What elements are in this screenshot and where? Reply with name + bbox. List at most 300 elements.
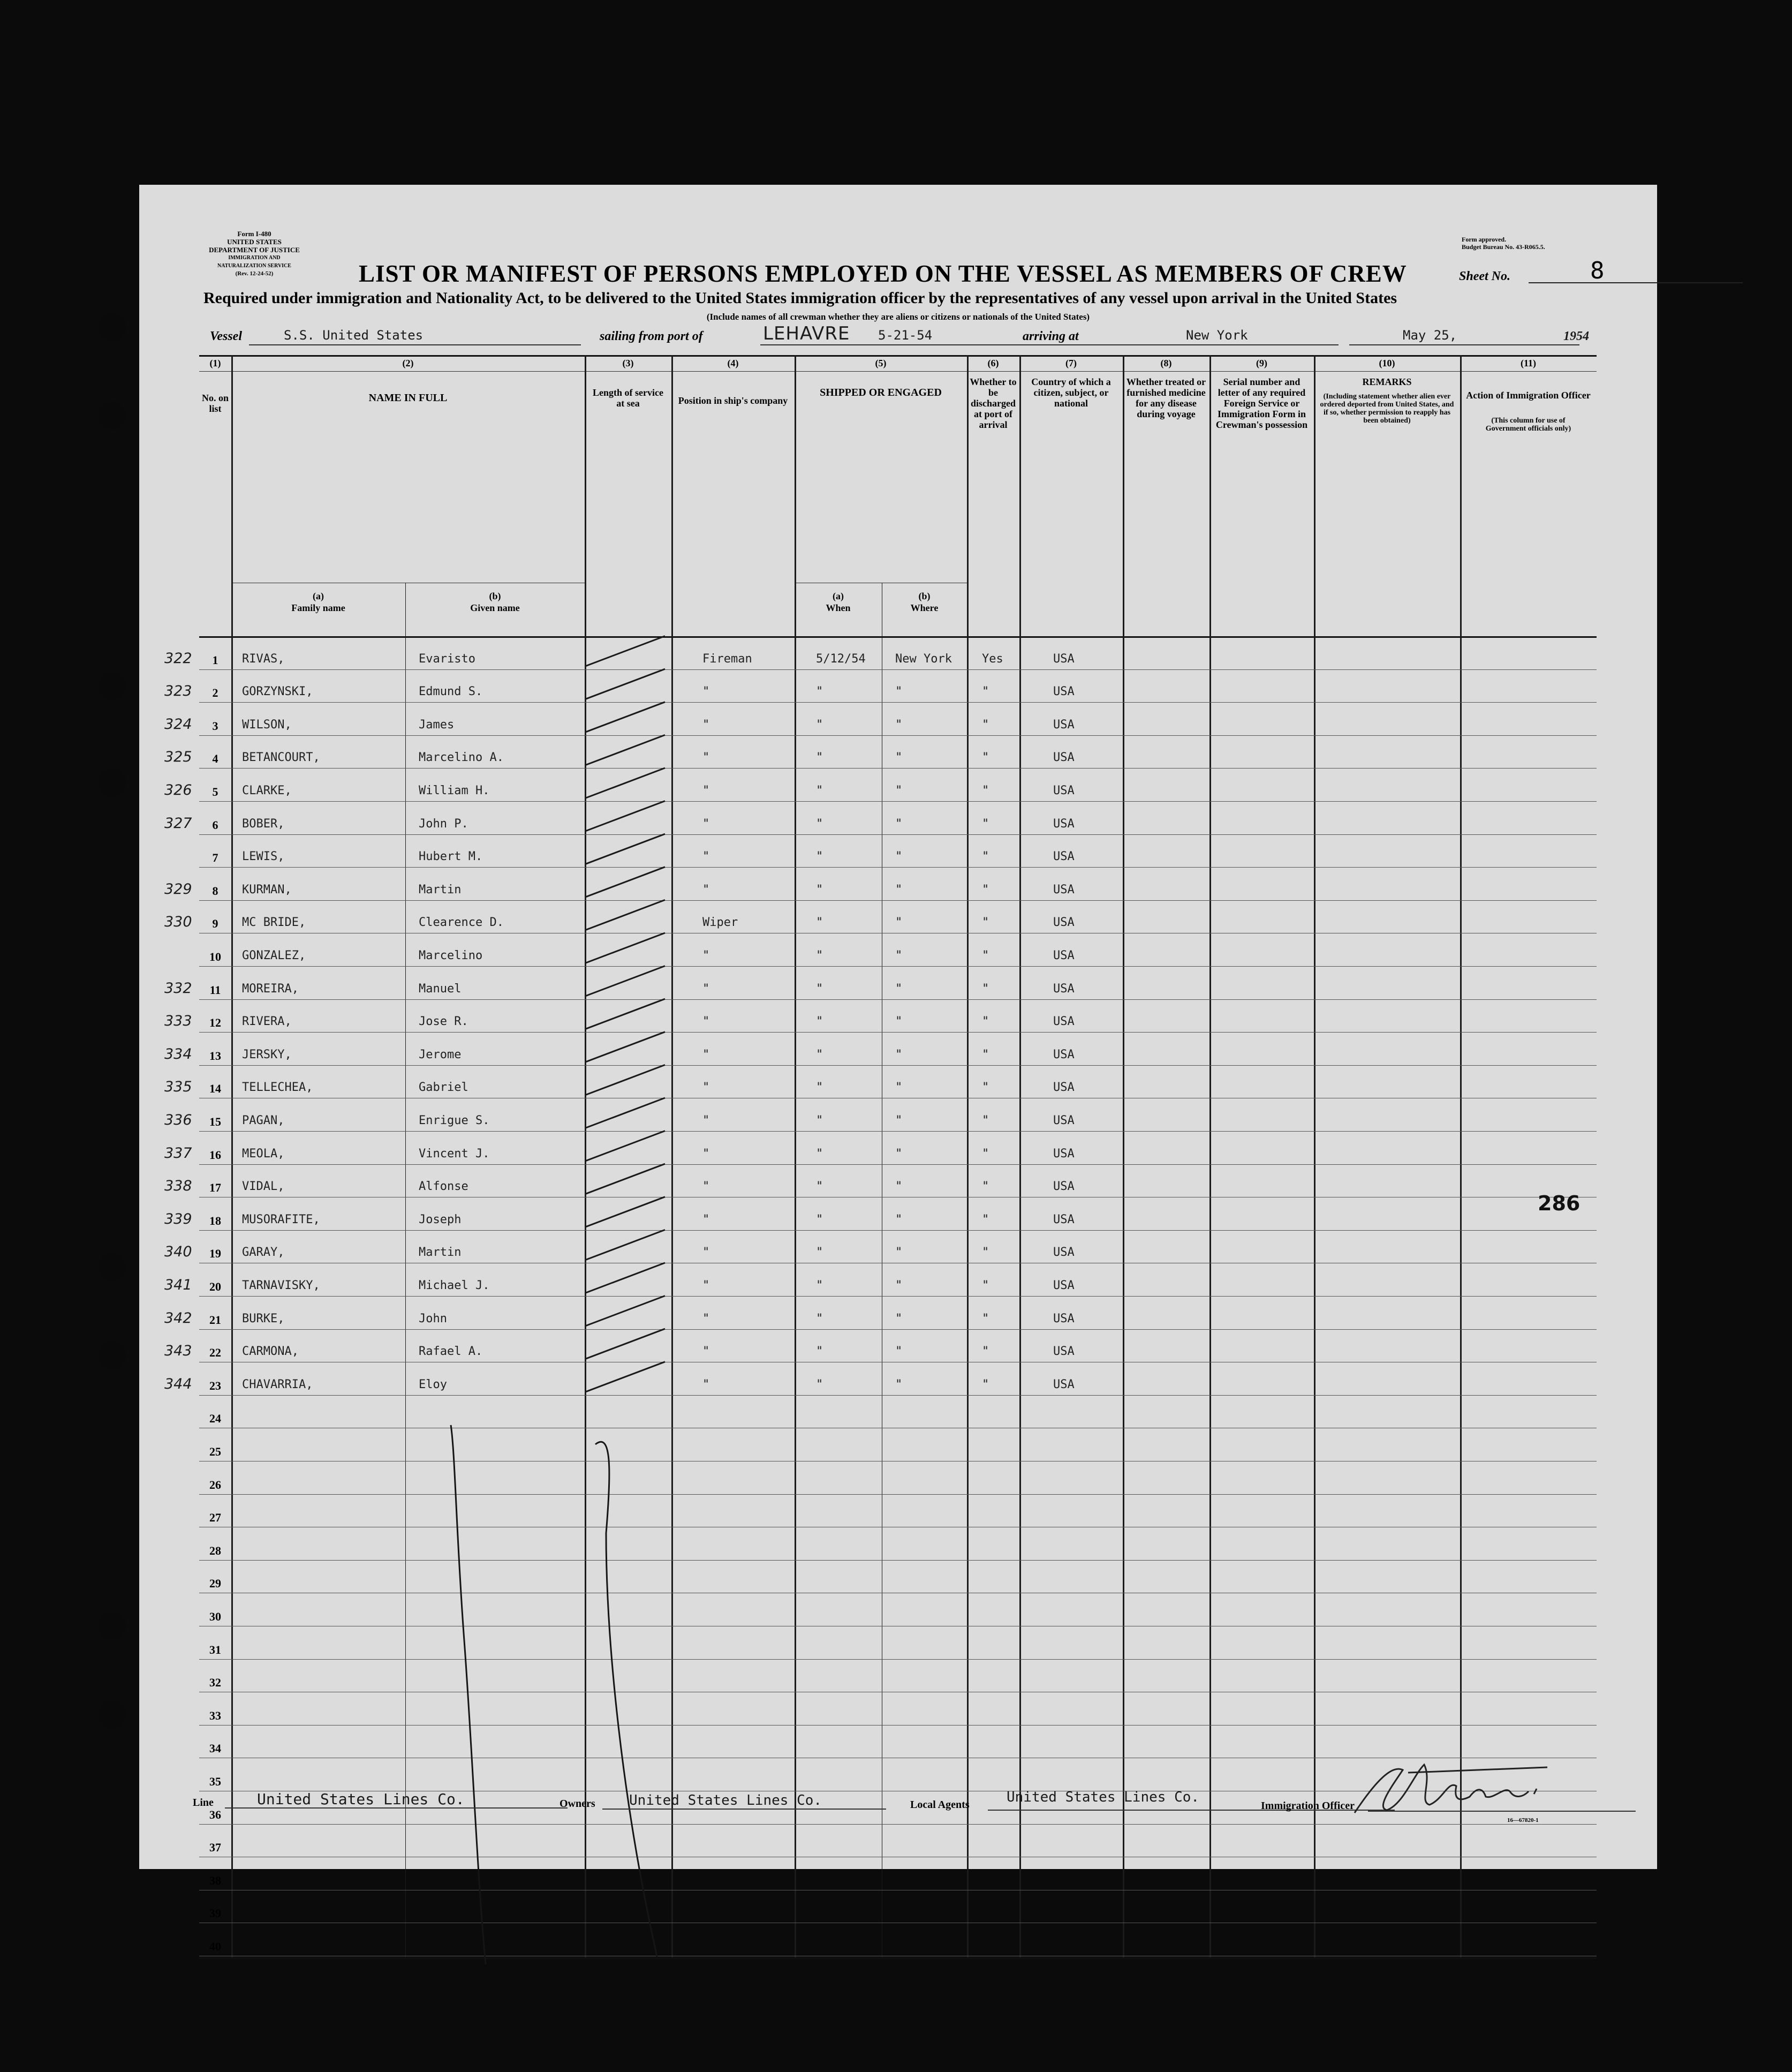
cell-family: KURMAN, xyxy=(242,883,292,896)
stamp-number: 286 xyxy=(1538,1192,1581,1215)
cell-where: " xyxy=(895,1312,903,1325)
col5-title: SHIPPED OR ENGAGED xyxy=(820,387,942,398)
manifest-sheet xyxy=(139,185,1657,1953)
arriving-port: New York xyxy=(1186,328,1248,343)
sequence-number: 329 xyxy=(164,880,192,898)
cell-when: " xyxy=(816,1147,823,1161)
port-label: sailing from port of xyxy=(600,329,703,343)
cell-discharge: " xyxy=(982,1312,989,1325)
cell-discharge: " xyxy=(982,751,989,765)
cell-position: " xyxy=(702,784,710,797)
col5b-number: (b) xyxy=(918,591,931,601)
cell-discharge: " xyxy=(982,784,989,797)
cell-country: USA xyxy=(1053,916,1075,930)
cancel-line xyxy=(451,1425,486,1964)
cell-when: " xyxy=(816,1345,823,1359)
cell-discharge: " xyxy=(982,817,989,831)
cell-given: John xyxy=(419,1312,447,1325)
cell-country: USA xyxy=(1053,784,1075,797)
cell-where: " xyxy=(895,949,903,962)
cell-position: " xyxy=(702,1114,710,1127)
port-underline xyxy=(760,344,1103,345)
sequence-number: 326 xyxy=(164,782,192,798)
cell-when: " xyxy=(816,751,823,765)
sheet-number: 8 xyxy=(1590,257,1605,284)
cell-position: " xyxy=(702,685,710,699)
cell-when: " xyxy=(816,1015,823,1029)
cell-where: " xyxy=(895,1212,903,1226)
officer-signature xyxy=(1344,1749,1553,1824)
cell-where: " xyxy=(895,1048,903,1061)
row-number: 4 xyxy=(212,752,218,766)
row-number: 34 xyxy=(209,1742,221,1755)
row-number: 3 xyxy=(212,719,218,733)
cell-family: GORZYNSKI, xyxy=(242,685,313,699)
row-number: 39 xyxy=(209,1907,221,1920)
cell-country: USA xyxy=(1053,751,1075,765)
col9-title: Serial number and letter of any required Foreign Service or Immigration Form in Crewman's possession xyxy=(1215,376,1308,430)
cell-where: " xyxy=(895,883,903,896)
cell-when: " xyxy=(816,817,823,831)
sequence-number: 333 xyxy=(164,1013,192,1030)
sequence-number: 330 xyxy=(164,914,192,931)
cell-country: USA xyxy=(1053,1312,1075,1325)
cell-where: " xyxy=(895,718,903,732)
cell-where: " xyxy=(895,850,903,864)
cell-where: " xyxy=(895,1114,903,1127)
col2a-number: (a) xyxy=(313,591,324,601)
cell-family: TARNAVISKY, xyxy=(242,1279,320,1292)
sequence-number: 327 xyxy=(164,815,192,832)
cell-given: Jose R. xyxy=(419,1015,468,1029)
cell-family: TELLECHEA, xyxy=(242,1081,313,1095)
binder-hole xyxy=(98,1342,126,1369)
cell-given: Alfonse xyxy=(419,1180,468,1194)
cell-discharge: " xyxy=(982,883,989,896)
col10-title: REMARKS xyxy=(1362,376,1412,387)
cell-given: Martin xyxy=(419,883,462,896)
row-number: 17 xyxy=(209,1181,221,1195)
cell-given: Enrigue S. xyxy=(419,1114,490,1127)
cell-where: " xyxy=(895,817,903,831)
cell-when: " xyxy=(816,1312,823,1325)
row-number: 8 xyxy=(212,884,218,898)
cell-discharge: " xyxy=(982,1279,989,1292)
cell-where: " xyxy=(895,784,903,797)
col8-title: Whether treated or furnished medicine for any disease during voyage xyxy=(1126,376,1206,419)
binder-hole xyxy=(98,672,126,700)
row-number: 7 xyxy=(212,851,218,865)
cell-given: Edmund S. xyxy=(419,685,483,699)
sequence-number: 332 xyxy=(164,980,192,997)
row-number: 9 xyxy=(212,917,218,931)
col5a-number: (a) xyxy=(833,591,844,601)
col11-number: (11) xyxy=(1521,358,1536,368)
cell-country: USA xyxy=(1053,1212,1075,1226)
footer-agents-label: Local Agents xyxy=(910,1799,970,1811)
subnote: (Include names of all crewman whether they are aliens or citizens or nationals of the United States) xyxy=(706,312,1090,322)
cell-where: New York xyxy=(895,652,952,666)
row-number: 24 xyxy=(209,1412,221,1426)
sequence-number: 322 xyxy=(164,650,192,667)
cell-country: USA xyxy=(1053,817,1075,831)
row-number: 38 xyxy=(209,1873,221,1887)
cell-discharge: " xyxy=(982,1180,989,1194)
col4-number: (4) xyxy=(727,358,739,368)
footer-line-value: United States Lines Co. xyxy=(257,1790,465,1808)
sequence-number: 341 xyxy=(164,1277,192,1293)
cell-position: " xyxy=(702,751,710,765)
row-number: 11 xyxy=(209,983,221,997)
sequence-number: 344 xyxy=(164,1375,192,1392)
binder-hole xyxy=(98,402,126,430)
cell-family: MEOLA, xyxy=(242,1147,285,1161)
cell-position: " xyxy=(702,1147,710,1161)
cell-where: " xyxy=(895,685,903,699)
cell-family: CLARKE, xyxy=(242,784,292,797)
row-number: 12 xyxy=(209,1016,221,1030)
row-number: 37 xyxy=(209,1841,221,1855)
cell-country: USA xyxy=(1053,883,1075,896)
cell-given: Evaristo xyxy=(419,652,475,666)
cell-position: " xyxy=(702,1312,710,1325)
row-number: 10 xyxy=(209,950,221,963)
sequence-number: 324 xyxy=(164,715,192,733)
cell-position: " xyxy=(702,1212,710,1226)
arrival-year: 1954 xyxy=(1563,329,1589,343)
binder-hole xyxy=(98,313,126,341)
cell-family: VIDAL, xyxy=(242,1180,285,1194)
cell-discharge: " xyxy=(982,949,989,962)
col3-title: Length of service at sea xyxy=(593,387,663,409)
row-number: 26 xyxy=(209,1478,221,1491)
row-number: 18 xyxy=(209,1214,221,1227)
col3-number: (3) xyxy=(622,358,634,368)
cell-position: " xyxy=(702,1081,710,1095)
cell-family: BOBER, xyxy=(242,817,285,831)
cell-given: Vincent J. xyxy=(419,1147,490,1161)
cell-position: " xyxy=(702,982,710,996)
cell-position: " xyxy=(702,949,710,962)
sequence-number: 336 xyxy=(164,1112,192,1128)
budget-number: Budget Bureau No. 43-R065.5. xyxy=(1462,243,1545,251)
cell-discharge: " xyxy=(982,1377,989,1391)
row-number: 6 xyxy=(212,818,218,832)
footer-owners-value: United States Lines Co. xyxy=(629,1792,822,1809)
cell-given: Rafael A. xyxy=(419,1345,483,1359)
col2a-title: Family name xyxy=(291,602,345,613)
cell-country: USA xyxy=(1053,1015,1075,1029)
arriving-label: arriving at xyxy=(1023,329,1079,343)
binder-hole xyxy=(98,1612,126,1640)
cell-family: BURKE, xyxy=(242,1312,285,1325)
col8-number: (8) xyxy=(1160,358,1172,368)
col7-title: Country of which a citizen, subject, or national xyxy=(1031,376,1111,409)
cell-family: JERSKY, xyxy=(242,1048,292,1061)
cell-when: " xyxy=(816,1114,823,1127)
col10-note: (Including statement whether alien ever ordered deported from United States, and if so, whether permission to reapply has been obtained) xyxy=(1320,393,1454,425)
form-number: Form I-480 xyxy=(237,230,271,238)
row-number: 19 xyxy=(209,1247,221,1261)
cell-family: PAGAN, xyxy=(242,1114,285,1127)
cell-given: James xyxy=(419,718,455,732)
cell-discharge: " xyxy=(982,1048,989,1061)
row-number: 36 xyxy=(209,1807,221,1821)
row-number: 14 xyxy=(209,1082,221,1096)
cell-where: " xyxy=(895,982,903,996)
cell-family: RIVAS, xyxy=(242,652,285,666)
row-number: 27 xyxy=(209,1511,221,1525)
cell-when: " xyxy=(816,718,823,732)
col7-number: (7) xyxy=(1065,358,1077,368)
footer-line-label: Line xyxy=(193,1797,214,1809)
cell-country: USA xyxy=(1053,1081,1075,1095)
revision: (Rev. 12-24-52) xyxy=(235,270,274,277)
sequence-number: 339 xyxy=(164,1210,192,1227)
col2-number: (2) xyxy=(402,358,414,368)
cell-given: Clearence D. xyxy=(419,916,504,930)
row-number: 33 xyxy=(209,1708,221,1722)
row-number: 13 xyxy=(209,1049,221,1063)
service: IMMIGRATION AND NATURALIZATION SERVICE xyxy=(217,255,291,269)
cell-discharge: " xyxy=(982,718,989,732)
cell-given: Michael J. xyxy=(419,1279,490,1292)
sequence-number: 325 xyxy=(164,749,192,766)
cell-family: MOREIRA, xyxy=(242,982,299,996)
col4-title: Position in ship's company xyxy=(678,395,788,406)
binder-hole xyxy=(98,768,126,796)
sequence-number: 343 xyxy=(164,1343,192,1360)
cell-position: " xyxy=(702,1015,710,1029)
sequence-number: 342 xyxy=(164,1309,192,1327)
row-number: 22 xyxy=(209,1346,221,1360)
cell-where: " xyxy=(895,1246,903,1260)
cell-position: " xyxy=(702,718,710,732)
arrival-date-underline xyxy=(1349,344,1579,345)
sequence-number: 340 xyxy=(164,1244,192,1261)
sheet-number-underline xyxy=(1529,282,1743,283)
cell-given: Jerome xyxy=(419,1048,462,1061)
col10-number: (10) xyxy=(1379,358,1395,368)
port-name: LEHAVRE xyxy=(763,323,850,344)
cell-given: Marcelino xyxy=(419,949,483,962)
col11-title: Action of Immigration Officer xyxy=(1466,390,1591,401)
cell-country: USA xyxy=(1053,652,1075,666)
footer-owners-underline xyxy=(602,1809,886,1810)
sequence-number: 335 xyxy=(164,1079,192,1096)
row-number: 15 xyxy=(209,1115,221,1128)
cell-family: GARAY, xyxy=(242,1246,285,1260)
col6-title: Whether to be discharged at port of arrival xyxy=(970,376,1017,430)
cell-position: " xyxy=(702,1180,710,1194)
cell-discharge: " xyxy=(982,982,989,996)
col2b-number: (b) xyxy=(489,591,501,601)
cell-position: Wiper xyxy=(702,916,738,930)
cell-given: Eloy xyxy=(419,1377,447,1391)
col5b-title: Where xyxy=(910,602,939,613)
row-number: 32 xyxy=(209,1676,221,1690)
col1-number: (1) xyxy=(209,358,221,368)
row-number: 21 xyxy=(209,1313,221,1327)
cell-when: " xyxy=(816,1212,823,1226)
cell-country: USA xyxy=(1053,1345,1075,1359)
cell-discharge: " xyxy=(982,1345,989,1359)
col6-number: (6) xyxy=(987,358,999,368)
cell-family: RIVERA, xyxy=(242,1015,292,1029)
cell-discharge: " xyxy=(982,1246,989,1260)
row-number: 29 xyxy=(209,1577,221,1591)
cell-when: " xyxy=(816,1279,823,1292)
cell-discharge: Yes xyxy=(982,652,1003,666)
cell-where: " xyxy=(895,1081,903,1095)
cell-country: USA xyxy=(1053,982,1075,996)
cell-family: WILSON, xyxy=(242,718,292,732)
cell-given: John P. xyxy=(419,817,468,831)
department: UNITED STATES DEPARTMENT OF JUSTICE xyxy=(209,238,300,254)
cell-when: " xyxy=(816,784,823,797)
cell-family: GONZALEZ, xyxy=(242,949,306,962)
col2-title: NAME IN FULL xyxy=(368,392,448,404)
cell-family: CARMONA, xyxy=(242,1345,299,1359)
cell-where: " xyxy=(895,1345,903,1359)
col5-number: (5) xyxy=(875,358,887,368)
row-number: 5 xyxy=(212,785,218,798)
cell-country: USA xyxy=(1053,1279,1075,1292)
cell-when: " xyxy=(816,1180,823,1194)
sequence-number: 323 xyxy=(164,683,192,700)
row-number: 31 xyxy=(209,1642,221,1656)
print-code: 16—67820-1 xyxy=(1507,1817,1539,1824)
form-approved: Form approved. xyxy=(1462,236,1507,243)
row-number: 23 xyxy=(209,1378,221,1392)
cell-discharge: " xyxy=(982,1212,989,1226)
cell-given: Martin xyxy=(419,1246,462,1260)
cell-when: 5/12/54 xyxy=(816,652,866,666)
cell-country: USA xyxy=(1053,949,1075,962)
cell-country: USA xyxy=(1053,1048,1075,1061)
binder-hole xyxy=(98,1700,126,1728)
cell-family: MC BRIDE, xyxy=(242,916,306,930)
cell-discharge: " xyxy=(982,1081,989,1095)
cell-where: " xyxy=(895,1279,903,1292)
cell-position: Fireman xyxy=(702,652,752,666)
sequence-number: 338 xyxy=(164,1178,192,1195)
cell-position: " xyxy=(702,1345,710,1359)
sequence-number: 334 xyxy=(164,1045,192,1063)
arrival-date: May 25, xyxy=(1403,328,1457,343)
cell-where: " xyxy=(895,1180,903,1194)
cell-country: USA xyxy=(1053,850,1075,864)
binder-hole xyxy=(98,1253,126,1281)
cell-when: " xyxy=(816,883,823,896)
cell-position: " xyxy=(702,1377,710,1391)
cell-given: William H. xyxy=(419,784,490,797)
approval-block xyxy=(1462,236,1545,251)
crew-table xyxy=(164,355,1597,1956)
row-number: 28 xyxy=(209,1543,221,1557)
cell-family: BETANCOURT, xyxy=(242,751,320,765)
cell-position: " xyxy=(702,1246,710,1260)
cell-country: USA xyxy=(1053,1114,1075,1127)
cell-given: Gabriel xyxy=(419,1081,468,1095)
row-number: 1 xyxy=(212,653,218,667)
cell-when: " xyxy=(816,982,823,996)
cell-where: " xyxy=(895,1377,903,1391)
cell-discharge: " xyxy=(982,685,989,699)
cell-position: " xyxy=(702,817,710,831)
row-number: 2 xyxy=(212,686,218,700)
cell-discharge: " xyxy=(982,1015,989,1029)
col9-number: (9) xyxy=(1256,358,1267,368)
cell-discharge: " xyxy=(982,916,989,930)
row-number: 20 xyxy=(209,1280,221,1293)
footer-agents-value: United States Lines Co. xyxy=(1007,1789,1200,1805)
row-number: 35 xyxy=(209,1775,221,1788)
cell-country: USA xyxy=(1053,1246,1075,1260)
cell-country: USA xyxy=(1053,1147,1075,1161)
cell-when: " xyxy=(816,1377,823,1391)
cell-when: " xyxy=(816,916,823,930)
cell-discharge: " xyxy=(982,850,989,864)
footer-officer-label: Immigration Officer xyxy=(1261,1800,1355,1812)
vessel-name: S.S. United States xyxy=(284,328,424,343)
cell-where: " xyxy=(895,751,903,765)
cell-where: " xyxy=(895,916,903,930)
cell-when: " xyxy=(816,949,823,962)
col1-title: No. on list xyxy=(201,393,229,414)
vessel-label: Vessel xyxy=(210,329,242,343)
cell-country: USA xyxy=(1053,718,1075,732)
cell-family: MUSORAFITE, xyxy=(242,1212,320,1226)
cell-country: USA xyxy=(1053,685,1075,699)
footer-owners-label: Owners xyxy=(559,1798,595,1810)
cell-position: " xyxy=(702,883,710,896)
cell-country: USA xyxy=(1053,1180,1075,1194)
page-title: LIST OR MANIFEST OF PERSONS EMPLOYED ON THE VESSEL AS MEMBERS OF CREW xyxy=(359,260,1407,287)
col5a-title: When xyxy=(826,602,851,613)
cell-position: " xyxy=(702,850,710,864)
sheet-number-label: Sheet No. xyxy=(1459,269,1510,283)
cell-when: " xyxy=(816,685,823,699)
cancel-line xyxy=(595,1442,657,1956)
cell-when: " xyxy=(816,1246,823,1260)
cell-discharge: " xyxy=(982,1147,989,1161)
arriving-underline xyxy=(1103,344,1339,345)
cell-where: " xyxy=(895,1147,903,1161)
vessel-underline xyxy=(249,344,581,345)
row-number: 40 xyxy=(209,1940,221,1953)
cell-country: USA xyxy=(1053,1377,1075,1391)
cell-discharge: " xyxy=(982,1114,989,1127)
cell-position: " xyxy=(702,1048,710,1061)
cell-given: Manuel xyxy=(419,982,462,996)
sequence-number: 337 xyxy=(164,1144,192,1162)
cell-given: Hubert M. xyxy=(419,850,483,864)
cell-family: CHAVARRIA, xyxy=(242,1377,313,1391)
col11-note: (This column for use of Government officials only) xyxy=(1485,417,1571,433)
sail-date: 5-21-54 xyxy=(878,328,933,343)
handwritten-cancel-lines xyxy=(199,355,1597,1972)
row-number: 30 xyxy=(209,1610,221,1623)
row-number: 16 xyxy=(209,1148,221,1162)
cell-given: Joseph xyxy=(419,1212,462,1226)
cell-when: " xyxy=(816,1048,823,1061)
row-number: 25 xyxy=(209,1445,221,1458)
form-id-block xyxy=(203,230,305,278)
cell-when: " xyxy=(816,1081,823,1095)
cell-given: Marcelino A. xyxy=(419,751,504,765)
subtitle: Required under immigration and Nationality Act, to be delivered to the United States immigration officer by the representatives of any vessel upon arrival in the United States xyxy=(203,289,1397,307)
